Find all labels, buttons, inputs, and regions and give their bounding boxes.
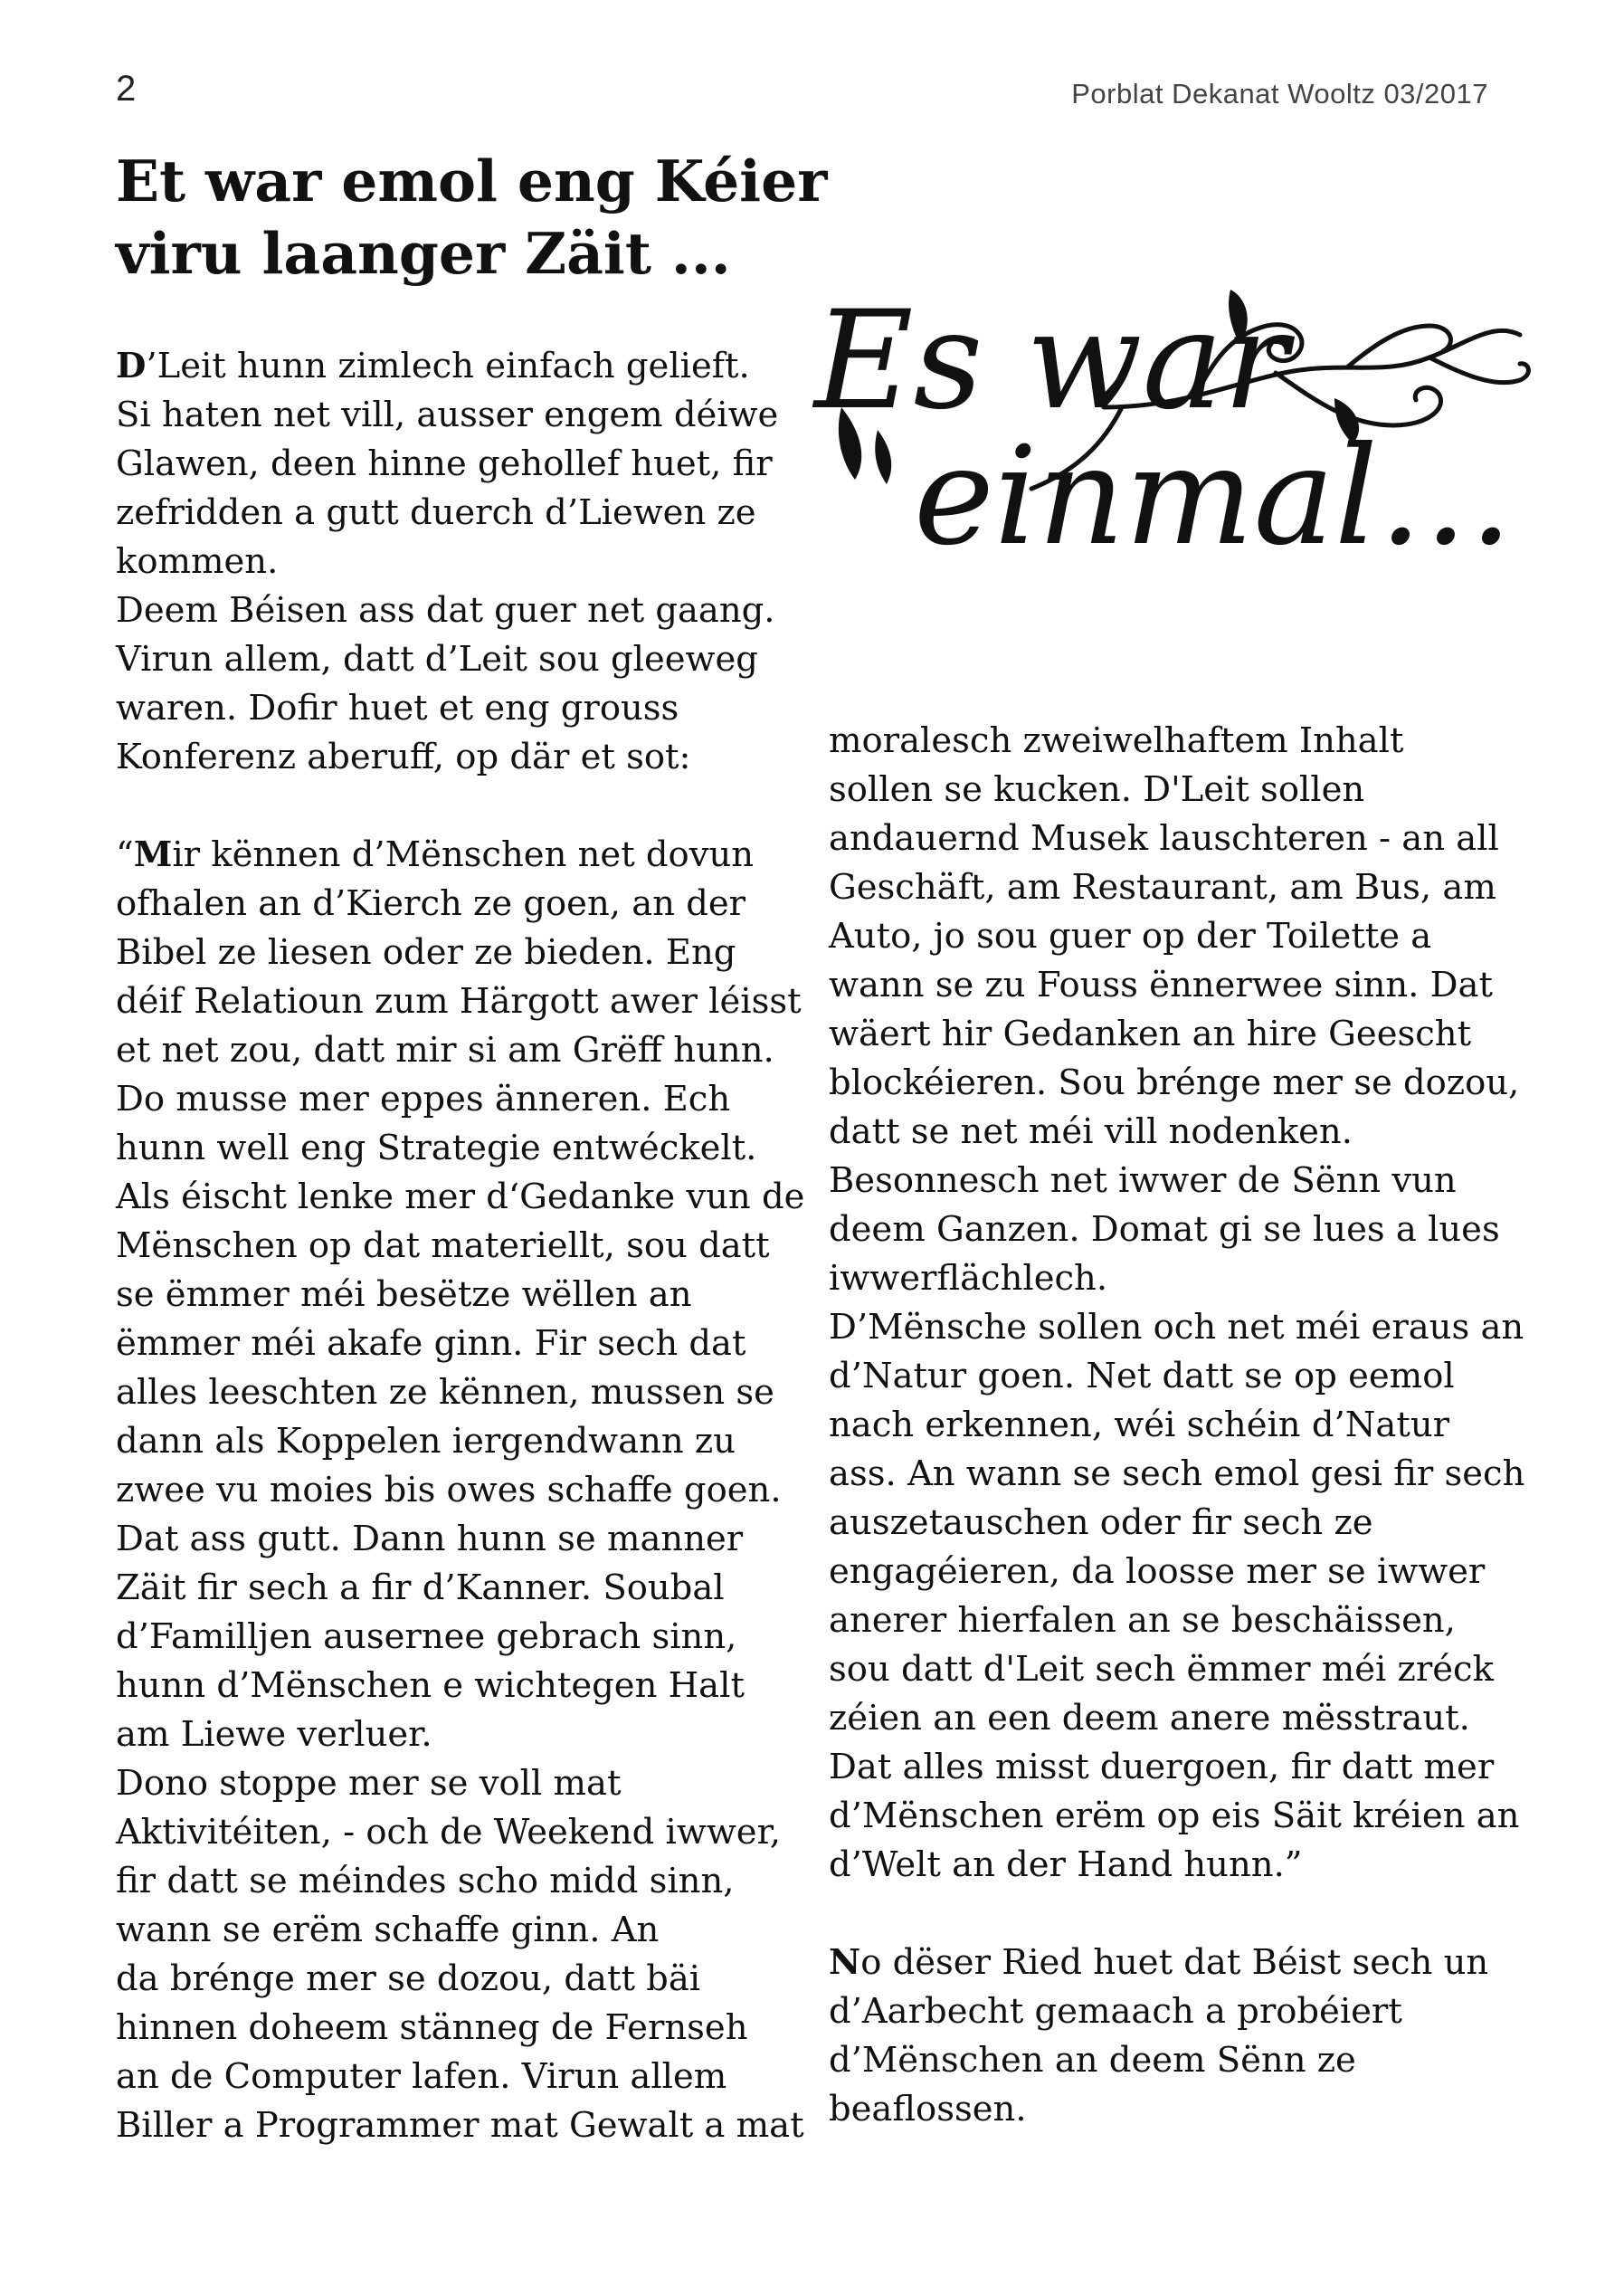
paragraph-line	[116, 538, 831, 586]
paragraph-line	[829, 1548, 1543, 1596]
paragraph-line	[829, 1596, 1543, 1645]
line-text: anerer hierfalen an se beschäissen,	[829, 1600, 1456, 1641]
paragraph-line	[829, 1694, 1543, 1743]
paragraph-line	[116, 684, 831, 733]
paragraph-line	[829, 1939, 1543, 1987]
paragraph-line	[829, 717, 1543, 766]
paragraph-line	[829, 1792, 1543, 1841]
line-text: wann se erëm schaffe ginn. An	[116, 1910, 660, 1950]
line-text: o dëser Ried huet dat Béist sech un	[860, 1942, 1489, 1983]
line-text: d’Welt an der Hand hunn.”	[829, 1844, 1303, 1885]
line-text: Dat alles misst duergoen, fir datt mer	[829, 1747, 1495, 1787]
line-text: Besonnesch net iwwer de Sënn vun	[829, 1160, 1457, 1201]
paragraph-line	[116, 929, 831, 977]
line-text: hunn well eng Strategie entwéckelt.	[116, 1128, 757, 1168]
paragraph-line	[116, 1173, 831, 1222]
paragraph-line	[116, 1222, 831, 1271]
line-text: Si haten net vill, ausser engem déiwe	[116, 395, 779, 435]
line-text: kommen.	[116, 541, 279, 582]
opening-quote: “	[116, 834, 134, 875]
paragraph-line	[829, 1743, 1543, 1792]
line-text: datt se net méi vill nodenken.	[829, 1111, 1353, 1152]
paragraph-line	[829, 1841, 1543, 1890]
line-text: sou datt d'Leit sech ëmmer méi zréck	[829, 1649, 1494, 1690]
paragraph-line	[829, 1352, 1543, 1401]
line-text: Aktivitéiten, - och de Weekend iwwer,	[116, 1812, 781, 1853]
paragraph-line	[829, 1108, 1543, 1157]
paragraph-line	[116, 733, 831, 782]
paragraph-line	[116, 2004, 831, 2053]
line-text: da bréngе mer se dozou, datt bäi	[116, 1958, 701, 1999]
line-text: ’Leit hunn zimlech einfach gelieft.	[146, 346, 750, 386]
line-text: am Liewe verluer.	[116, 1714, 432, 1755]
line-text: d’Familljen ausernee gebrach sinn,	[116, 1616, 737, 1657]
running-header: Porblat Dekanat Wooltz 03/2017	[1071, 78, 1488, 110]
paragraph-line	[116, 1906, 831, 1955]
paragraph-line	[829, 1010, 1543, 1059]
line-text: auszetauschen oder fir sech ze	[829, 1502, 1373, 1543]
line-text: blockéieren. Sou bréngе mer se dozou,	[829, 1062, 1520, 1103]
line-text: andauernd Musek lauschteren - an all	[829, 818, 1499, 859]
paragraph-line	[116, 782, 831, 831]
line-text: ass. An wann se sech emol gesi fir sech	[829, 1453, 1525, 1494]
paragraph-line	[116, 1026, 831, 1075]
line-text: Bibel ze liesen oder ze bieden. Eng	[116, 932, 736, 973]
line-text: Dat ass gutt. Dann hunn se manner	[116, 1519, 744, 1559]
paragraph-line	[116, 586, 831, 635]
line-text: se ëmmer méi besëtze wëllen an	[116, 1274, 692, 1315]
paragraph-line	[116, 342, 831, 391]
line-text: Zäit fir sech a fir d’Kanner. Soubal	[116, 1567, 725, 1608]
paragraph-line	[116, 1075, 831, 1124]
line-text: ir kënnen d’Mënschen net dovun	[172, 834, 755, 875]
line-text: dann als Koppelen iergendwann zu	[116, 1421, 736, 1462]
line-text: d’Mënschen erëm op eis Säit kréien an	[829, 1796, 1520, 1836]
line-text: waren. Dofir huet et eng grouss	[116, 688, 679, 729]
paragraph-line	[829, 1303, 1543, 1352]
line-text: d’Aarbecht gemaach a probéiert	[829, 1991, 1402, 2032]
bold-initial: M	[133, 834, 173, 875]
line-text: D’Mënsche sollen och net méi eraus an	[829, 1307, 1524, 1348]
paragraph-line	[829, 1890, 1543, 1939]
paragraph-line	[116, 1564, 831, 1613]
line-text: Do musse mer eppes änneren. Ech	[116, 1079, 731, 1119]
paragraph-line	[116, 977, 831, 1026]
line-text: Deem Béisen ass dat guer net gaang.	[116, 590, 775, 631]
line-text: sollen se kucken. D'Leit sollen	[829, 769, 1365, 810]
paragraph-line	[116, 1808, 831, 1857]
line-text: ëmmer méi akafe ginn. Fir sech dat	[116, 1323, 746, 1364]
paragraph-line	[829, 2085, 1543, 2134]
bold-initial: N	[829, 1942, 861, 1983]
paragraph-line	[116, 831, 831, 880]
line-text: wäert hir Gedanken an hire Geescht	[829, 1014, 1472, 1054]
line-text: ofhalen an d’Kierch ze goen, an der	[116, 883, 746, 924]
paragraph-line	[829, 815, 1543, 863]
paragraph-line	[116, 391, 831, 440]
paragraph-line	[116, 1515, 831, 1564]
line-text: wann se zu Fouss ënnerwee sinn. Dat	[829, 965, 1493, 1005]
paragraph-line	[116, 880, 831, 929]
paragraph-line	[116, 2053, 831, 2101]
line-text: beaflossen.	[829, 2089, 1027, 2129]
paragraph-line	[829, 1645, 1543, 1694]
line-text: Geschäft, am Restaurant, am Bus, am	[829, 867, 1496, 908]
paragraph-line	[116, 1124, 831, 1173]
line-text: d’Mënschen an deem Sënn ze	[829, 2040, 1356, 2081]
line-text: an de Computer lafen. Virun allem	[116, 2056, 727, 2097]
article-column-right	[829, 717, 1543, 2134]
line-text: Als éischt lenke mer d‘Gedanke vun de	[116, 1177, 805, 1217]
line-text: engagéieren, da loosse mer se iwwer	[829, 1551, 1486, 1592]
paragraph-line	[116, 440, 831, 489]
line-text: Dono stoppe mer se voll mat	[116, 1763, 622, 1804]
paragraph-line	[116, 1271, 831, 1319]
line-text: zwee vu moies bis owes schaffe goen.	[116, 1470, 782, 1510]
article-title-line: Et war emol eng Kéier	[116, 148, 828, 214]
paragraph-line	[116, 1710, 831, 1759]
paragraph-line	[116, 489, 831, 538]
line-text: Virun allem, datt d’Leit sou gleeweg	[116, 639, 758, 680]
line-text: déif Relatioun zum Härgott awer léisst	[116, 981, 802, 1022]
paragraph-line	[829, 1987, 1543, 2036]
paragraph-line	[116, 1417, 831, 1466]
line-text: Biller a Programmer mat Gewalt a mat	[116, 2105, 804, 2146]
paragraph-line	[116, 2101, 831, 2150]
bold-initial: D	[116, 346, 147, 386]
paragraph-line	[829, 1401, 1543, 1450]
paragraph-line	[116, 1955, 831, 2004]
paragraph-line	[116, 1662, 831, 1710]
line-text: nach erkennen, wéi schéin d’Natur	[829, 1405, 1450, 1445]
paragraph-line	[116, 1319, 831, 1368]
paragraph-line	[116, 1466, 831, 1515]
paragraph-line	[829, 766, 1543, 815]
paragraph-line	[116, 635, 831, 684]
line-text: Auto, jo sou guer op der Toilette a	[829, 916, 1432, 957]
paragraph-line	[829, 1157, 1543, 1205]
line-text: hunn d’Mënschen e wichtegen Halt	[116, 1665, 745, 1706]
paragraph-line	[829, 1059, 1543, 1108]
line-text: Glawen, deen hinne gehollef huet, fir	[116, 443, 773, 484]
line-text: fir datt se méindes scho midd sinn,	[116, 1861, 735, 1901]
paragraph-line	[829, 2036, 1543, 2085]
line-text: zefridden a gutt duerch d’Liewen ze	[116, 492, 756, 533]
article-title-line: viru laanger Zäit ...	[116, 220, 731, 287]
paragraph-line	[116, 1759, 831, 1808]
line-text: Mënschen op dat materiellt, sou datt	[116, 1225, 770, 1266]
paragraph-line	[116, 1857, 831, 1906]
illustration-line: Es war	[814, 282, 1288, 440]
paragraph-line	[829, 961, 1543, 1010]
paragraph-line	[829, 912, 1543, 961]
paragraph-line	[829, 1205, 1543, 1254]
illustration-line: einmal…	[914, 418, 1514, 576]
article-title	[116, 145, 858, 290]
paragraph-line	[116, 1613, 831, 1662]
line-text: deem Ganzen. Domat gi se lues a lues	[829, 1209, 1500, 1250]
paragraph-line	[829, 863, 1543, 912]
line-text: et net zou, datt mir si am Grëff hunn.	[116, 1030, 774, 1071]
line-text: moralesch zweiwelhaftem Inhalt	[829, 720, 1404, 761]
line-text: d’Natur goen. Net datt se op eemol	[829, 1356, 1455, 1396]
article-column-left	[116, 342, 831, 2150]
paragraph-line	[829, 1450, 1543, 1499]
line-text: zéien an een deem anere mësstraut.	[829, 1698, 1470, 1739]
paragraph-line	[829, 1499, 1543, 1548]
es-war-einmal-illustration	[805, 272, 1547, 579]
page-number: 2	[116, 69, 137, 109]
paragraph-line	[829, 1254, 1543, 1303]
paragraph-line	[116, 1368, 831, 1417]
line-text: iwwerflächlech.	[829, 1258, 1108, 1299]
line-text: hinnen doheem stänneg de Fernseh	[116, 2007, 748, 2048]
line-text: Konferenz aberuff, op där et sot:	[116, 737, 691, 777]
line-text: alles leeschten ze kënnen, mussen se	[116, 1372, 774, 1413]
